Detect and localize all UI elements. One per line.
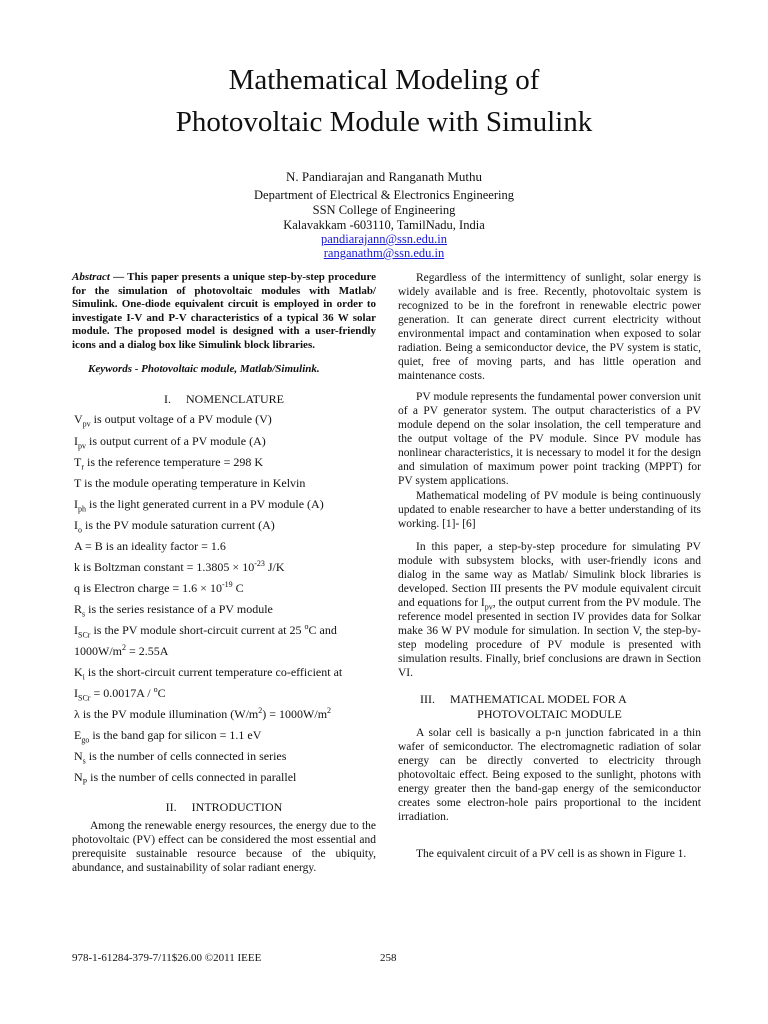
abstract-dash: —: [109, 271, 128, 283]
author-department: Department of Electrical & Electronics Engineering: [254, 188, 514, 202]
nomenclature-item: k is Boltzman constant = $1.3805 \times 10^{-23}$ J/K: [74, 559, 285, 574]
section-title: MATHEMATICAL MODEL FOR A: [450, 692, 627, 706]
nomenclature-item: A = B is an ideality factor = 1.6: [74, 539, 226, 553]
author-names: N. Pandiarajan and Ranganath Muthu: [285, 169, 483, 184]
section-heading-nomenclature: [72, 392, 376, 407]
nomenclature-item: λ is the PV module illumination $(W/m^2) = 1000W/m^2$: [74, 706, 332, 721]
nomenclature-item: $I_{ph}$ is the light generated current in a PV module (A): [74, 497, 324, 514]
nomenclature-item: $T_r$ is the reference temperature = 298 K: [74, 455, 264, 472]
section-heading-model-cont: PHOTOVOLTAIC MODULE: [477, 707, 622, 721]
nomenclature-item: T is the module operating temperature in Kelvin: [74, 476, 306, 490]
nomenclature-item: $I_{SCr}$ is the PV module short-circuit current at 25 $^o$C and: [74, 622, 337, 640]
paragraph-2: PV module represents the fundamental power conversion unit of a PV generator system. The output characteristics of a PV module depend on the solar insolation, the cell temperature and the output voltage of the PV module. Since PV module has nonlinear characteristics, it is necessary to model it for the design and simulation of maximum power point tracking (MPPT) for PV system applications.: [398, 391, 701, 487]
abstract-text: This paper presents a unique step-by-step procedure for the simulation of photovoltaic modules with Matlab/ Simulink. One-diode equivalent circuit is employed in order to investigate I-V and P-V characteristics of a typical 36 W solar module. The proposed model is designed with a user-friendly icons and a dialog box like Simulink block libraries.: [72, 271, 377, 351]
title-line-1: Mathematical Modeling of: [228, 64, 540, 96]
section-heading-model: [420, 692, 720, 707]
introduction-paragraph: Among the renewable energy resources, the energy due to the photovoltaic (PV) effect can be considered the most essential and prerequisite sustainable resource because of the ubiquity, abundance, and sustainability of solar radiant energy.: [72, 820, 376, 874]
email-link-2[interactable]: ranganathm@ssn.edu.in: [323, 246, 445, 260]
paragraph-6: The equivalent circuit of a PV cell is as shown in Figure 1.: [416, 848, 687, 860]
keywords: Keywords - Photovoltaic module, Matlab/Simulink.: [88, 363, 320, 375]
nomenclature-item: $I_o$ is the PV module saturation current (A): [74, 518, 275, 535]
nomenclature-item: $E_{go}$ is the band gap for silicon = 1.1 eV: [74, 728, 262, 745]
nomenclature-item: $R_s$ is the series resistance of a PV module: [74, 602, 273, 619]
nomenclature-item: $I_{SCr} = 0.0017A / ^oC$: [74, 685, 166, 703]
abstract-label: Abstract: [72, 271, 110, 283]
nomenclature-item: $1000W/m^2 = 2.55A$: [74, 643, 169, 658]
author-address: Kalavakkam -603110, TamilNadu, India: [283, 218, 485, 232]
page-number: 258: [380, 952, 397, 964]
paragraph-3: Mathematical modeling of PV module is being continuously updated to enable researcher to have a better understanding of its working. [1]- [6]: [398, 490, 701, 530]
section-number: I.: [164, 392, 171, 406]
footer-copyright: 978-1-61284-379-7/11$26.00 ©2011 IEEE: [72, 952, 262, 964]
email-link-1[interactable]: pandiarajann@ssn.edu.in: [320, 232, 448, 246]
nomenclature-item: $N_P$ is the number of cells connected in parallel: [74, 770, 297, 787]
nomenclature-item: $I_{pv}$ is output current of a PV module (A): [74, 434, 266, 451]
section-number: II.: [165, 800, 177, 814]
nomenclature-item: q is Electron charge = $1.6 \times 10^{-19}$ C: [74, 580, 244, 595]
section-title: NOMENCLATURE: [186, 392, 284, 406]
section-heading-introduction: [72, 800, 376, 815]
section-number: III.: [420, 692, 435, 706]
paragraph-5: A solar cell is basically a p-n junction fabricated in a thin wafer of semiconductor. The electromagnetic radiation of solar energy can be directly converted to electricity through photovoltaic effect. Being exposed to the sunlight, photons with energy greater then the band-gap energy of the semiconductor creates some electron-hole pairs proportional to the incident irradiation.: [398, 727, 701, 823]
author-college: SSN College of Engineering: [312, 203, 456, 217]
abstract: [72, 271, 376, 353]
nomenclature-item: $V_{pv}$ is output voltage of a PV module (V): [74, 412, 272, 429]
paragraph-1: Regardless of the intermittency of sunlight, solar energy is widely available and is free. Recently, photovoltaic system is recognized to be in the forefront in renewable electric power generation. It can generate direct current electricity without environmental impact and contamination when exposed to solar radiation. Being a semiconductor device, the PV system is static, quiet, free of moving parts, and has little operation and maintenance costs.: [398, 272, 701, 382]
nomenclature-item: $N_s$ is the number of cells connected in series: [74, 749, 287, 766]
nomenclature-item: $K_i$ is the short-circuit current temperature co-efficient at: [74, 665, 343, 682]
paragraph-4: In this paper, a step-by-step procedure for simulating PV module with subsystem blocks, with user-friendly icons and dialog in the same way as Matlab/ Simulink block libraries is developed. Section III presents the PV module equivalent circuit and equations for $I_{pv}$, the output current from the PV module. The reference model presented in section IV provides data for Solkar make 36 W PV module for simulation. In section V, the step-by-step modeling procedure of PV module is presented with simulation results. Finally, brief conclusions are drawn in Section VI.: [398, 541, 701, 679]
section-title: INTRODUCTION: [191, 800, 283, 814]
title-line-2: Photovoltaic Module with Simulink: [175, 106, 593, 138]
